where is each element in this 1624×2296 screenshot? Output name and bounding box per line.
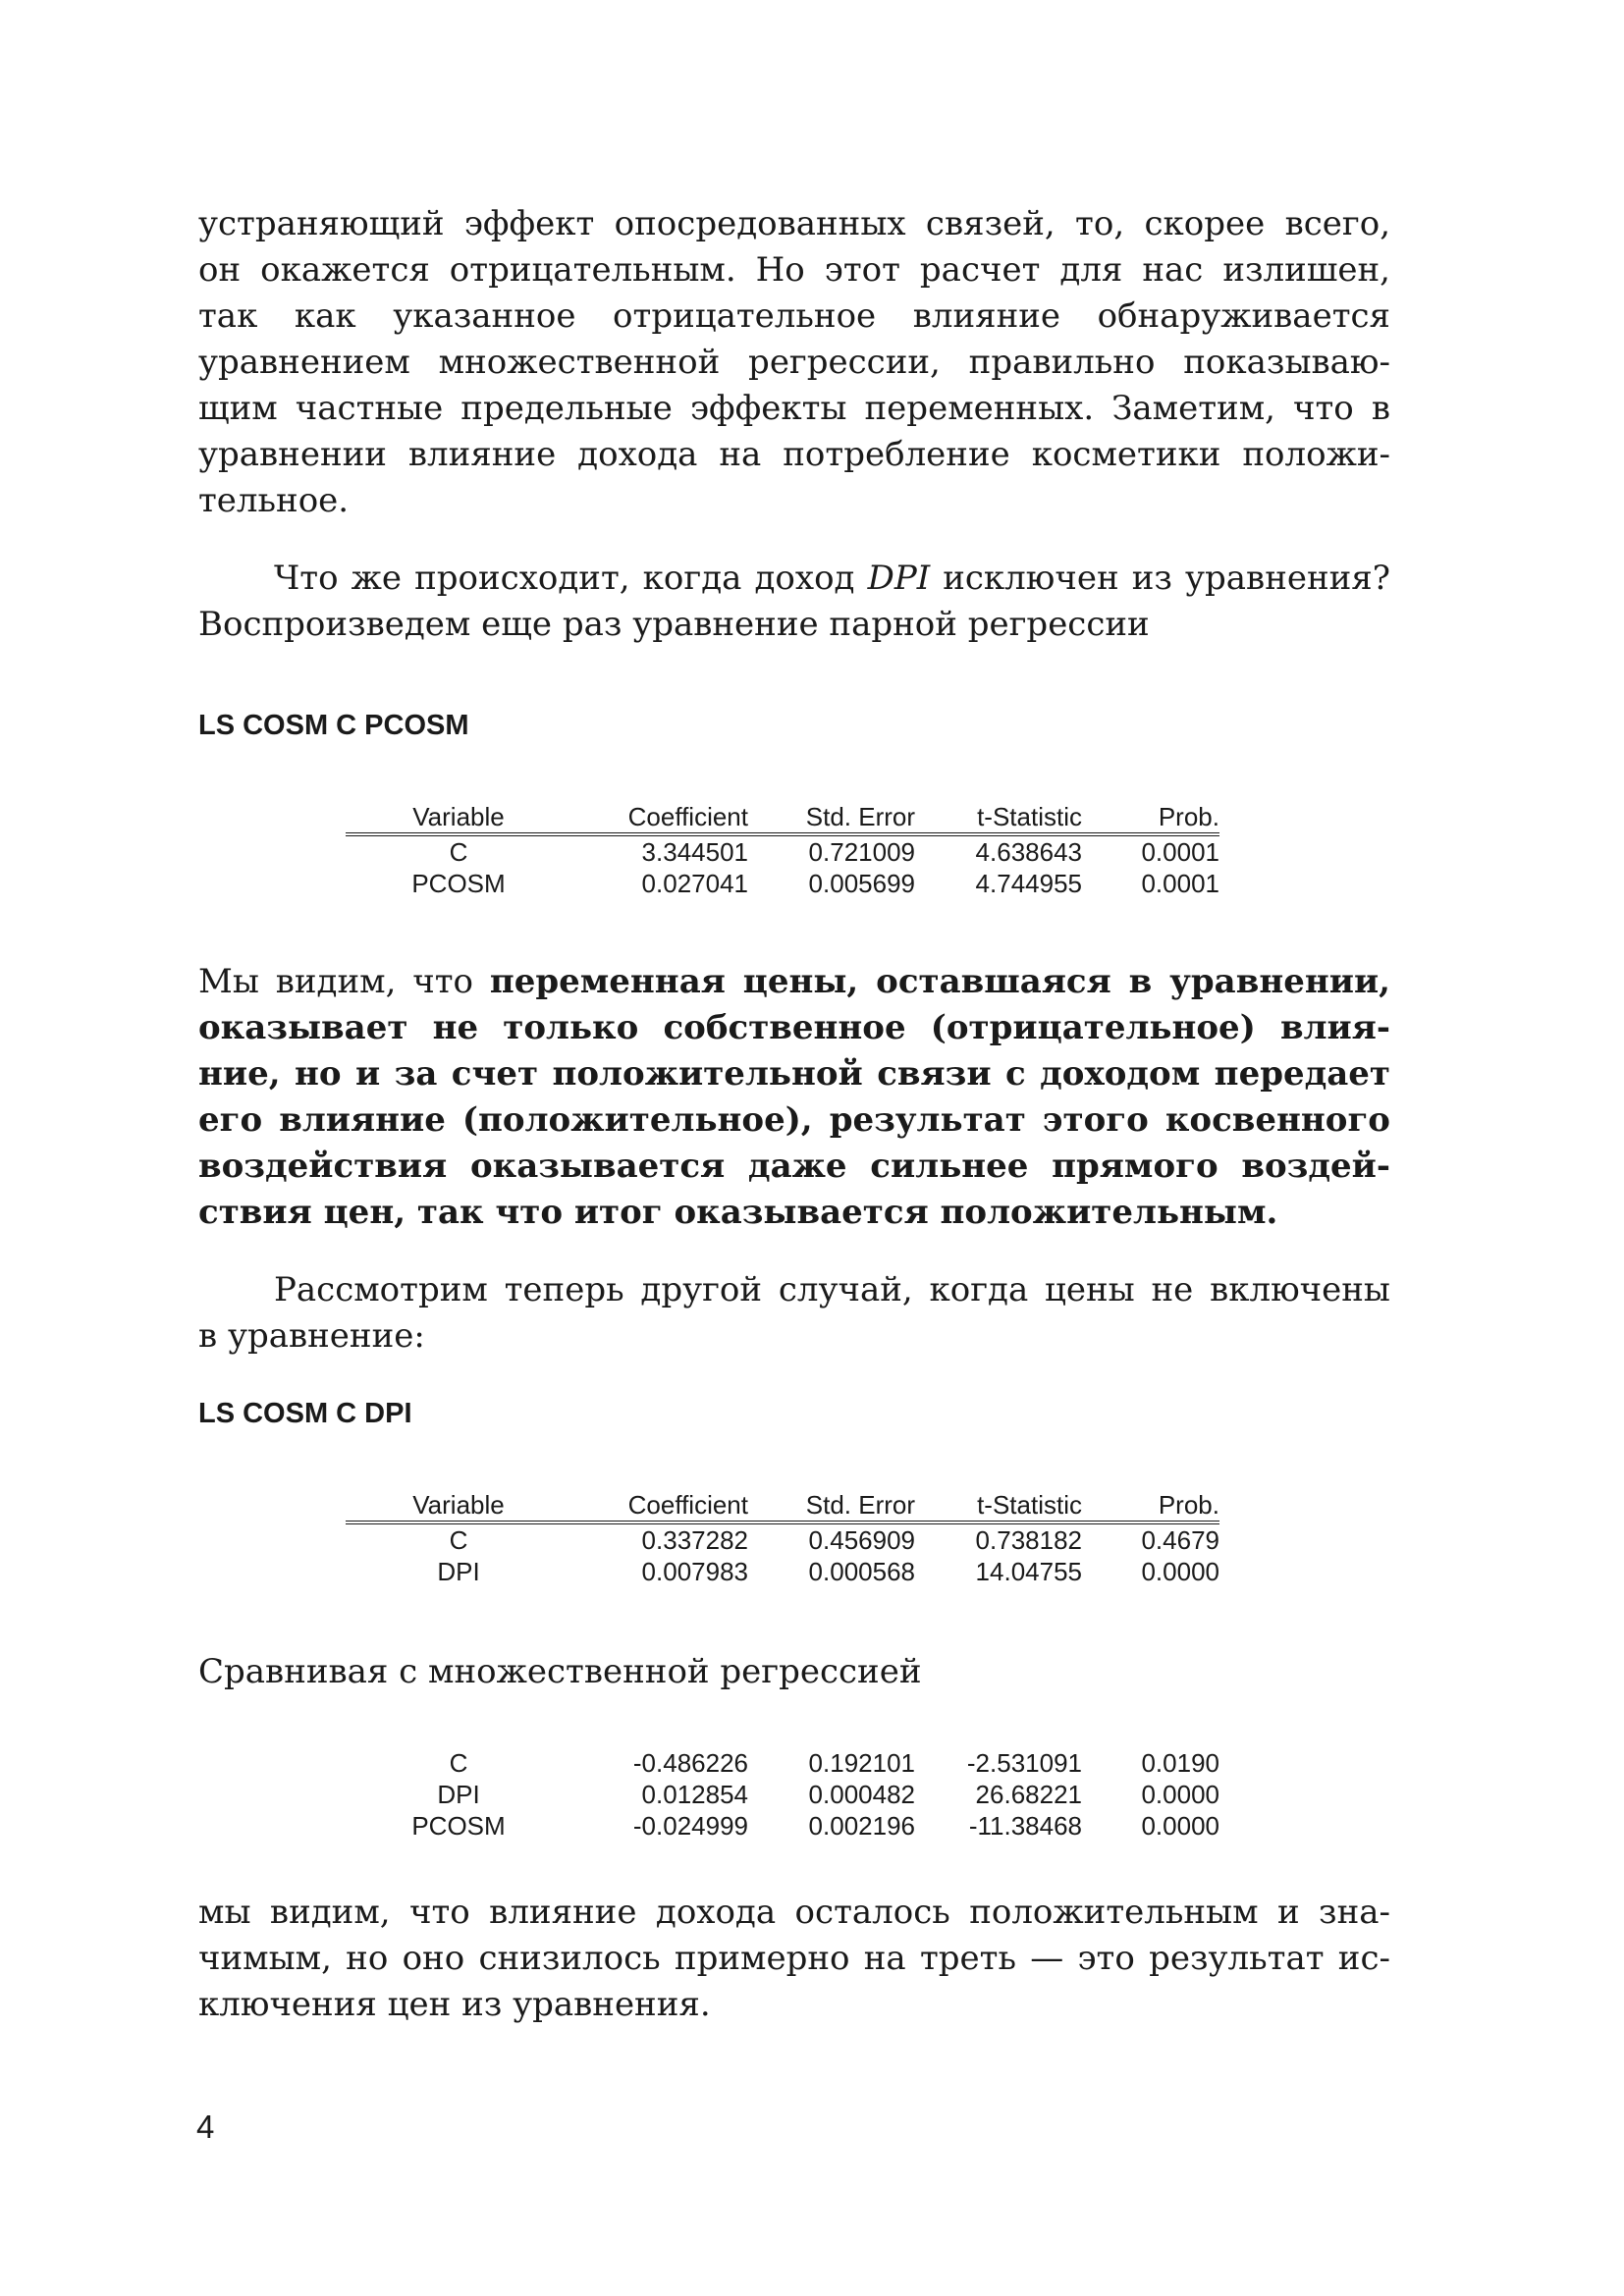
table-header-row (346, 1489, 1219, 1522)
cell-t-statistic: 26.68221 (975, 1780, 1082, 1809)
text-line: щим частные предельные эффекты переменных. Заметим, что в (198, 389, 1390, 428)
paragraph-6 (198, 1890, 1390, 2028)
table-row (346, 868, 1219, 899)
column-header-prob: Prob. (1082, 1489, 1219, 1522)
column-header-t-statistic: t-Statistic (915, 1489, 1082, 1522)
column-header-t-statistic: t-Statistic (915, 801, 1082, 834)
cell-coefficient: 0.027041 (641, 869, 748, 898)
text-line: чимым, но оно снизилось примерно на треть — это результат ис- (198, 1939, 1390, 1978)
text-line: тельное. (198, 481, 350, 520)
command-ls-pcosm: LS COSM C PCOSM (198, 710, 469, 741)
text-fragment: Мы видим, что (198, 962, 490, 1001)
cell-prob: 0.0000 (1141, 1557, 1219, 1586)
text-line: он окажется отрицательным. Но этот расчет для нас излишен, (198, 250, 1390, 290)
text-fragment: исключен из уравнения? (930, 559, 1390, 598)
regression-table-multiple (346, 1747, 1219, 1842)
text-line: Воспроизведем еще раз уравнение парной регрессии (198, 605, 1150, 644)
text-line: так как указанное отрицательное влияние обнаруживается (198, 296, 1390, 336)
cell-coefficient: 0.007983 (641, 1557, 748, 1586)
paragraph-5 (198, 1649, 1390, 1695)
bold-line: ние, но и за счет положительной связи с доходом передает (198, 1054, 1390, 1094)
cell-coefficient: -0.024999 (632, 1811, 748, 1841)
cell-coefficient: 3.344501 (641, 837, 748, 867)
bold-line: воздействия оказывается даже сильнее прямого воздей- (198, 1147, 1390, 1186)
paragraph-1 (198, 201, 1390, 524)
cell-variable: C (449, 1748, 468, 1778)
cell-std-error: 0.721009 (808, 837, 915, 867)
regression-table-pcosm (346, 801, 1219, 899)
table-row (346, 1810, 1219, 1842)
text-line: уравнении влияние дохода на потребление косметики положи- (198, 435, 1390, 474)
cell-prob: 0.0001 (1141, 837, 1219, 867)
cell-variable: DPI (437, 1780, 480, 1809)
text-line: устраняющий эффект опосредованных связей, то, скорее всего, (198, 204, 1390, 243)
column-header-std-error: Std. Error (748, 801, 915, 834)
cell-std-error: 0.000482 (808, 1780, 915, 1809)
text-fragment: Что же происходит, когда доход (274, 559, 868, 598)
text-line: уравнением множественной регрессии, правильно показываю- (198, 343, 1390, 382)
cell-t-statistic: -2.531091 (966, 1748, 1082, 1778)
cell-variable: DPI (437, 1557, 480, 1586)
cell-t-statistic: 4.638643 (975, 837, 1082, 867)
bold-fragment: переменная цены, оставшаяся в уравнении, (489, 962, 1390, 1001)
bold-line: его влияние (положительное), результат этого косвенного (198, 1100, 1390, 1140)
text-line: Рассмотрим теперь другой случай, когда цены не включены (274, 1270, 1390, 1309)
paragraph-3 (198, 959, 1390, 1236)
cell-t-statistic: 14.04755 (975, 1557, 1082, 1586)
regression-table-dpi (346, 1489, 1219, 1587)
cell-prob: 0.0000 (1141, 1811, 1219, 1841)
text-line: мы видим, что влияние дохода осталось положительным и зна- (198, 1893, 1390, 1932)
paragraph-4 (198, 1267, 1390, 1360)
table-row (346, 834, 1219, 868)
table-row (346, 1556, 1219, 1587)
text-line: ключения цен из уравнения. (198, 1985, 711, 2024)
text-line (198, 556, 1390, 602)
cell-variable: C (449, 837, 468, 867)
cell-variable: PCOSM (411, 1811, 506, 1841)
bold-line: оказывает не только собственное (отрицательное) влия- (198, 1008, 1390, 1047)
cell-prob: 0.0190 (1141, 1748, 1219, 1778)
column-header-std-error: Std. Error (748, 1489, 915, 1522)
column-header-variable: Variable (346, 801, 571, 834)
text-line: Сравнивая с множественной регрессией (198, 1652, 922, 1691)
table-row (346, 1779, 1219, 1810)
table-header-row (346, 801, 1219, 834)
cell-t-statistic: 0.738182 (975, 1525, 1082, 1555)
column-header-variable: Variable (346, 1489, 571, 1522)
command-ls-dpi: LS COSM C DPI (198, 1398, 412, 1429)
cell-variable: PCOSM (411, 869, 506, 898)
dpi-variable: DPI (867, 559, 931, 598)
table-row (346, 1747, 1219, 1779)
bold-line: ствия цен, так что итог оказывается положительным. (198, 1193, 1278, 1232)
cell-std-error: 0.192101 (808, 1748, 915, 1778)
column-header-prob: Prob. (1082, 801, 1219, 834)
cell-std-error: 0.000568 (808, 1557, 915, 1586)
cell-prob: 0.4679 (1141, 1525, 1219, 1555)
cell-std-error: 0.002196 (808, 1811, 915, 1841)
text-line (198, 959, 1390, 1005)
cell-t-statistic: -11.38468 (968, 1811, 1082, 1841)
cell-coefficient: 0.337282 (641, 1525, 748, 1555)
cell-std-error: 0.456909 (808, 1525, 915, 1555)
page-number: 4 (196, 2109, 215, 2145)
cell-coefficient: -0.486226 (632, 1748, 748, 1778)
column-header-coefficient: Coefficient (571, 801, 748, 834)
cell-prob: 0.0001 (1141, 869, 1219, 898)
cell-std-error: 0.005699 (808, 869, 915, 898)
column-header-coefficient: Coefficient (571, 1489, 748, 1522)
paragraph-2 (198, 556, 1390, 648)
table-row (346, 1522, 1219, 1556)
cell-coefficient: 0.012854 (641, 1780, 748, 1809)
cell-prob: 0.0000 (1141, 1780, 1219, 1809)
text-line: в уравнение: (198, 1316, 425, 1356)
cell-variable: C (449, 1525, 468, 1555)
cell-t-statistic: 4.744955 (975, 869, 1082, 898)
